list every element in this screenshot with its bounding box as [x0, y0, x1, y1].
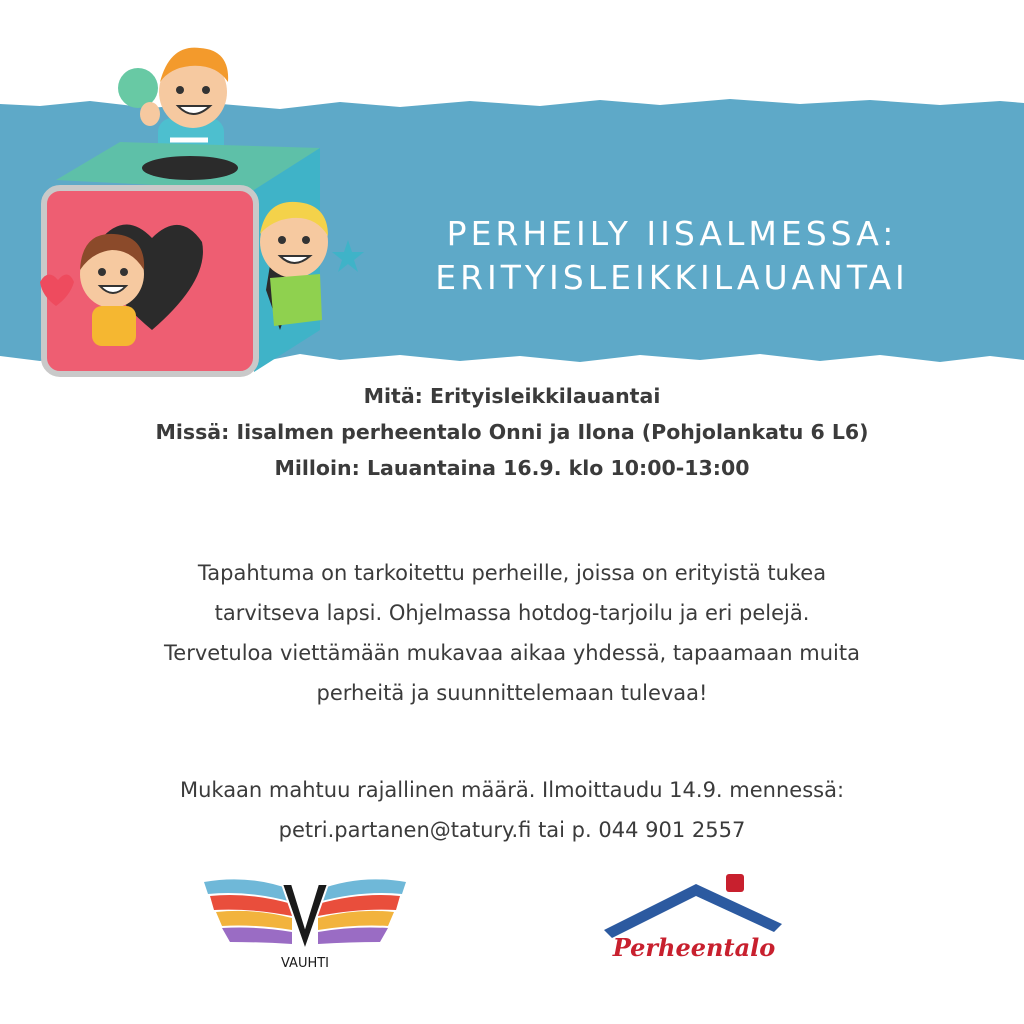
vauhti-logo: [200, 872, 410, 972]
vauhti-wings-icon: [204, 879, 406, 950]
title-line-2: ERITYISLEIKKILAUANTAI: [435, 258, 909, 297]
event-details: [0, 378, 1024, 486]
registration-line: Mukaan mahtuu rajallinen määrä. Ilmoittaudu 14.9. mennessä:: [179, 778, 845, 802]
event-what: Mitä: Erityisleikkilauantai: [363, 384, 661, 408]
perheentalo-logo: [598, 872, 788, 972]
page-title: [330, 212, 1014, 300]
event-where: Missä: Iisalmen perheentalo Onni ja Ilona (Pohjolankatu 6 L6): [155, 420, 869, 444]
perheentalo-logo-text: Perheentalo: [612, 933, 776, 962]
event-when: Milloin: Lauantaina 16.9. klo 10:00-13:00: [274, 456, 750, 480]
house-roof-icon: [604, 874, 782, 938]
description-line: perheitä ja suunnittelemaan tulevaa!: [316, 681, 708, 705]
vauhti-logo-text: VAUHTI: [280, 956, 330, 971]
description-line: Tapahtuma on tarkoitettu perheille, joissa on erityistä tukea: [197, 561, 827, 585]
description-line: tarvitseva lapsi. Ohjelmassa hotdog-tarjoilu ja eri pelejä.: [214, 601, 810, 625]
event-description: [0, 553, 1024, 713]
description-line: Tervetuloa viettämään mukavaa aikaa yhdessä, tapaamaan muita: [164, 641, 860, 665]
kids-cube-illustration: [30, 30, 370, 390]
registration-info: [0, 770, 1024, 850]
registration-contact: petri.partanen@tatury.fi tai p. 044 901 2557: [278, 818, 746, 842]
title-line-1: PERHEILY IISALMESSA:: [446, 214, 898, 253]
